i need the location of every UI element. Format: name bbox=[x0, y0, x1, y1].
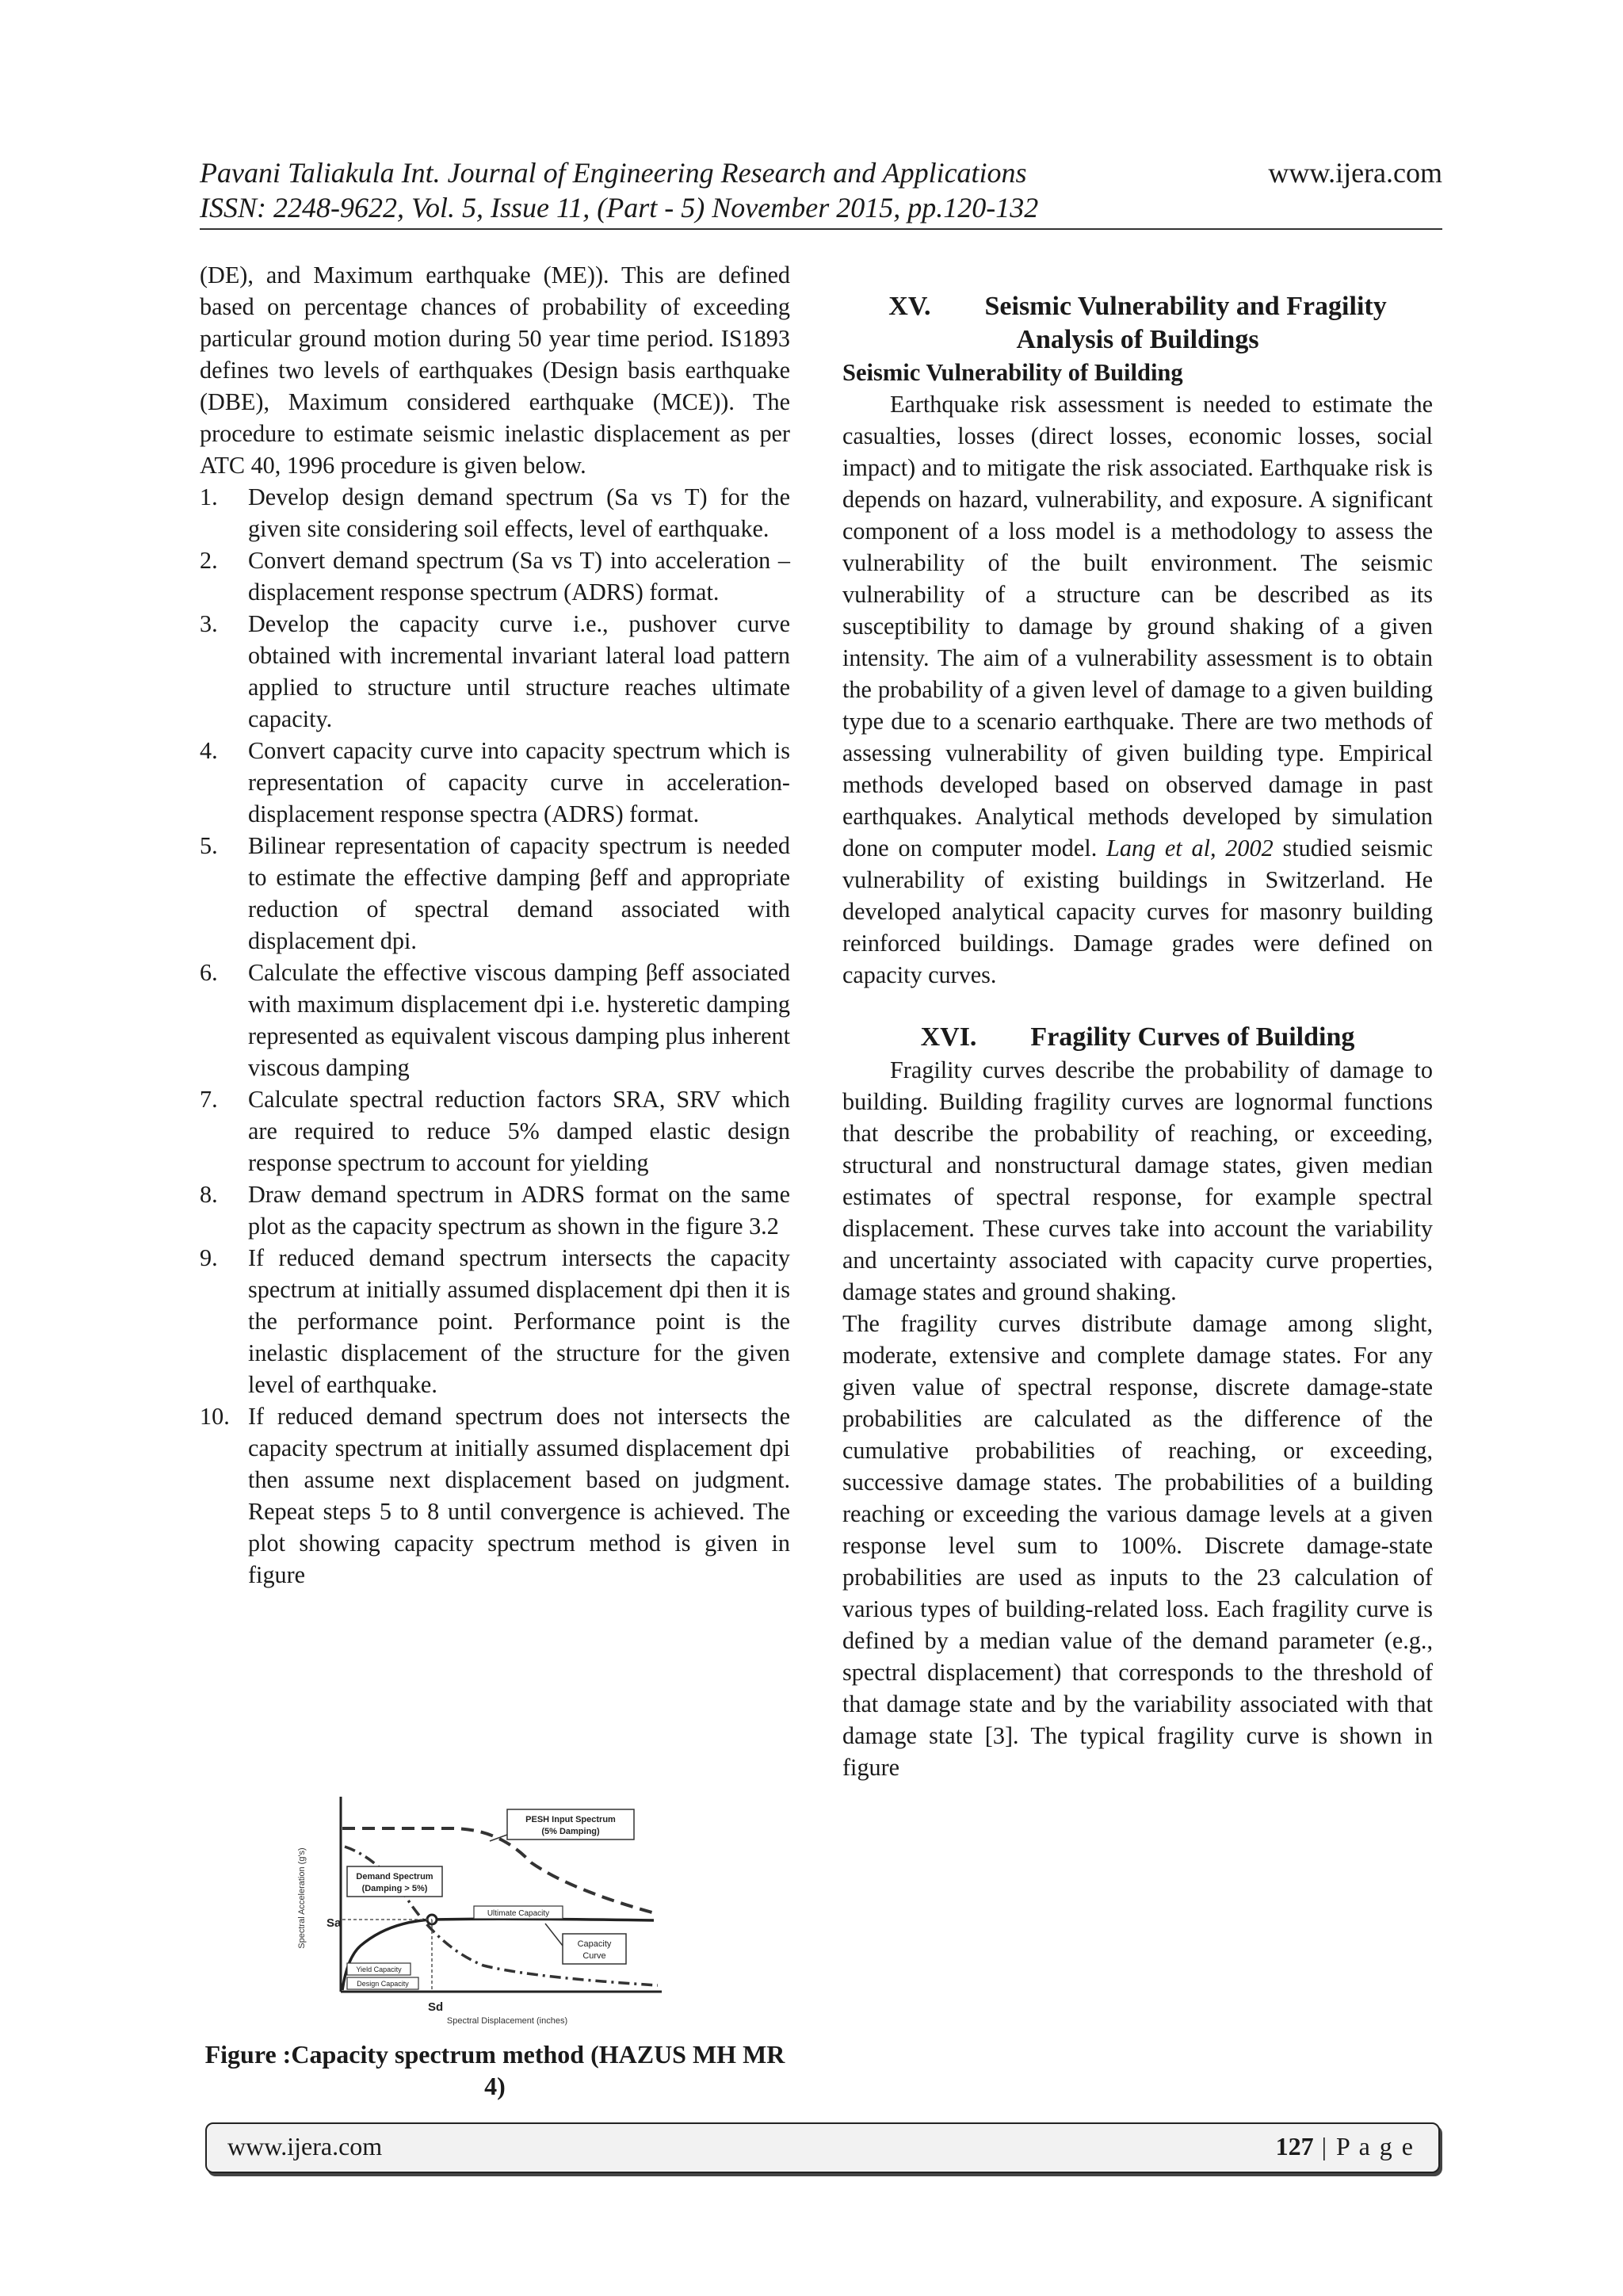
section-spacer bbox=[842, 991, 1433, 1021]
capacity-spectrum-figure bbox=[293, 1787, 674, 2033]
procedure-steps bbox=[200, 481, 790, 1591]
sa-label: Sa bbox=[327, 1916, 342, 1930]
section-heading-xv: XV. Seismic Vulnerability and Fragility Analysis of Buildings bbox=[888, 292, 1387, 354]
header-rule bbox=[200, 228, 1442, 230]
subheading-vulnerability: Seismic Vulnerability of Building bbox=[842, 359, 1183, 386]
design-capacity-label: Design Capacity bbox=[357, 1980, 409, 1988]
pesh-damping-label: (5% Damping) bbox=[541, 1827, 600, 1836]
list-item: 2. Convert demand spectrum (Sa vs T) into acceleration –displacement response spectrum (ADRS) format. bbox=[200, 547, 790, 606]
vulnerability-paragraph: Earthquake risk assessment is needed to estimate the casualties, losses (direct losses, economic losses, social impact) and to mitigate the risk associated. Earthquake risk is depends on hazard, vulnerability, and exposure. A significant component of a loss model is a methodology to assess the vulnerability of the built environment. The seismic vulnerability of a structure can be described as its susceptibility to damage by ground shaking of a given intensity. The aim of a vulnerability assessment is to obtain the probability of a given level of damage to a given building type due to a scenario earthquake. There are two methods of assessing vulnerability of given building type. Empirical methods developed based on observed damage in past earthquakes. Analytical methods developed by simulation done on computer model. Lang et al, 2002 studied seismic vulnerability of existing buildings in Switzerland. He developed analytical capacity curves for masonry building reinforced buildings. Damage grades were defined on capacity curves. bbox=[842, 391, 1434, 988]
y-axis-label: Spectral Acceleration (g's) bbox=[297, 1847, 307, 1949]
intro-paragraph: (DE), and Maximum earthquake (ME)). This are defined based on percentage chances of probability of exceeding particular ground motion during 50 year time period. IS1893 defines two levels of earthquakes (Design basis earthquake (DBE), Maximum considered earthquake (MCE)). The procedure to estimate seismic inelastic displacement as per ATC 40, 1996 procedure is given below. bbox=[200, 262, 790, 479]
list-item: 7. Calculate spectral reduction factors SRA, SRV which are required to reduce 5% damped elastic design response spectrum to account for yielding bbox=[200, 1086, 790, 1176]
x-axis-label: Spectral Displacement (inches) bbox=[446, 2016, 568, 2026]
fragility-paragraph-2: The fragility curves distribute damage among slight, moderate, extensive and complete damage states. For any given value of spectral response, discrete damage-state probabilities are calculated as the difference of the cumulative probabilities of reaching, or exceeding, successive damage states. The probabilities of a building reaching or exceeding the various damage levels at a given response level sum to 100%. Discrete damage-state probabilities are used as inputs to the 23 calculation of various types of building-related loss. Each fragility curve is defined by a median value of the demand parameter (e.g., spectral displacement) that corresponds to the threshold of that damage state and by the variability associated with that damage state [3]. The typical fragility curve is shown in figure bbox=[842, 1310, 1433, 1781]
journal-header: Pavani Taliakula Int. Journal of Engineering Research and Applications bbox=[200, 157, 1027, 189]
figure-caption: Figure :Capacity spectrum method (HAZUS MH MR 4) bbox=[204, 2040, 785, 2100]
ultimate-capacity-label: Ultimate Capacity bbox=[487, 1909, 550, 1918]
list-item: 8. Draw demand spectrum in ADRS format on the same plot as the capacity spectrum as shown in the figure 3.2 bbox=[200, 1181, 790, 1240]
list-item: 5. Bilinear representation of capacity spectrum is needed to estimate the effective damping βeff and appropriate reduction of spectral demand associated with displacement dpi. bbox=[200, 832, 790, 954]
left-column bbox=[200, 259, 790, 1591]
page-footer bbox=[205, 2122, 1440, 2173]
journal-website[interactable]: www.ijera.com bbox=[1268, 157, 1442, 189]
footer-website[interactable]: www.ijera.com bbox=[227, 2132, 383, 2160]
sd-label: Sd bbox=[428, 2000, 444, 2014]
demand-label: Demand Spectrum bbox=[356, 1872, 433, 1881]
page-number: 127 | P a g e bbox=[1275, 2132, 1415, 2160]
list-item: 4. Convert capacity curve into capacity spectrum which is representation of capacity curve in acceleration-displacement response spectra (ADRS) format. bbox=[200, 737, 790, 827]
section-heading-xvi: XVI. Fragility Curves of Building bbox=[920, 1022, 1355, 1052]
fragility-paragraph-1: Fragility curves describe the probability of damage to building. Building fragility curves are lognormal functions that describe the probability of reaching, or exceeding, structural and nonstructural damage states, given median estimates of spectral response, for example spectral displacement. These curves take into account the variability and uncertainty associated with capacity curve properties, damage states and ground shaking. bbox=[842, 1056, 1433, 1305]
list-item: 9. If reduced demand spectrum intersects the capacity spectrum at initially assumed displacement dpi then it is the performance point. Performance point is the inelastic displacement of the structure for the given level of earthquake. bbox=[200, 1244, 790, 1398]
list-item: 10. If reduced demand spectrum does not intersects the capacity spectrum at initially assumed displacement dpi then assume next displacement based on judgment. Repeat steps 5 to 8 until convergence is achieved. The plot showing capacity spectrum method is given in figure bbox=[200, 1403, 790, 1588]
list-item: 1. Develop design demand spectrum (Sa vs T) for the given site considering soil effects, level of earthquake. bbox=[200, 483, 790, 542]
list-item: 3. Develop the capacity curve i.e., pushover curve obtained with incremental invariant lateral load pattern applied to structure until structure reaches ultimate capacity. bbox=[200, 610, 790, 732]
demand-damping-label: (Damping > 5%) bbox=[361, 1884, 428, 1893]
yield-capacity-label: Yield Capacity bbox=[356, 1966, 402, 1973]
curve-label: Curve bbox=[582, 1951, 606, 1961]
right-column bbox=[842, 290, 1433, 1783]
pesh-label: PESH Input Spectrum bbox=[525, 1815, 616, 1824]
capacity-label: Capacity bbox=[577, 1939, 612, 1949]
list-item: 6. Calculate the effective viscous damping βeff associated with maximum displacement dpi i.e. hysteretic damping represented as equivalent viscous damping plus inherent viscous damping bbox=[200, 959, 790, 1081]
issn-line: ISSN: 2248-9622, Vol. 5, Issue 11, (Part - 5) November 2015, pp.120-132 bbox=[200, 192, 1039, 223]
